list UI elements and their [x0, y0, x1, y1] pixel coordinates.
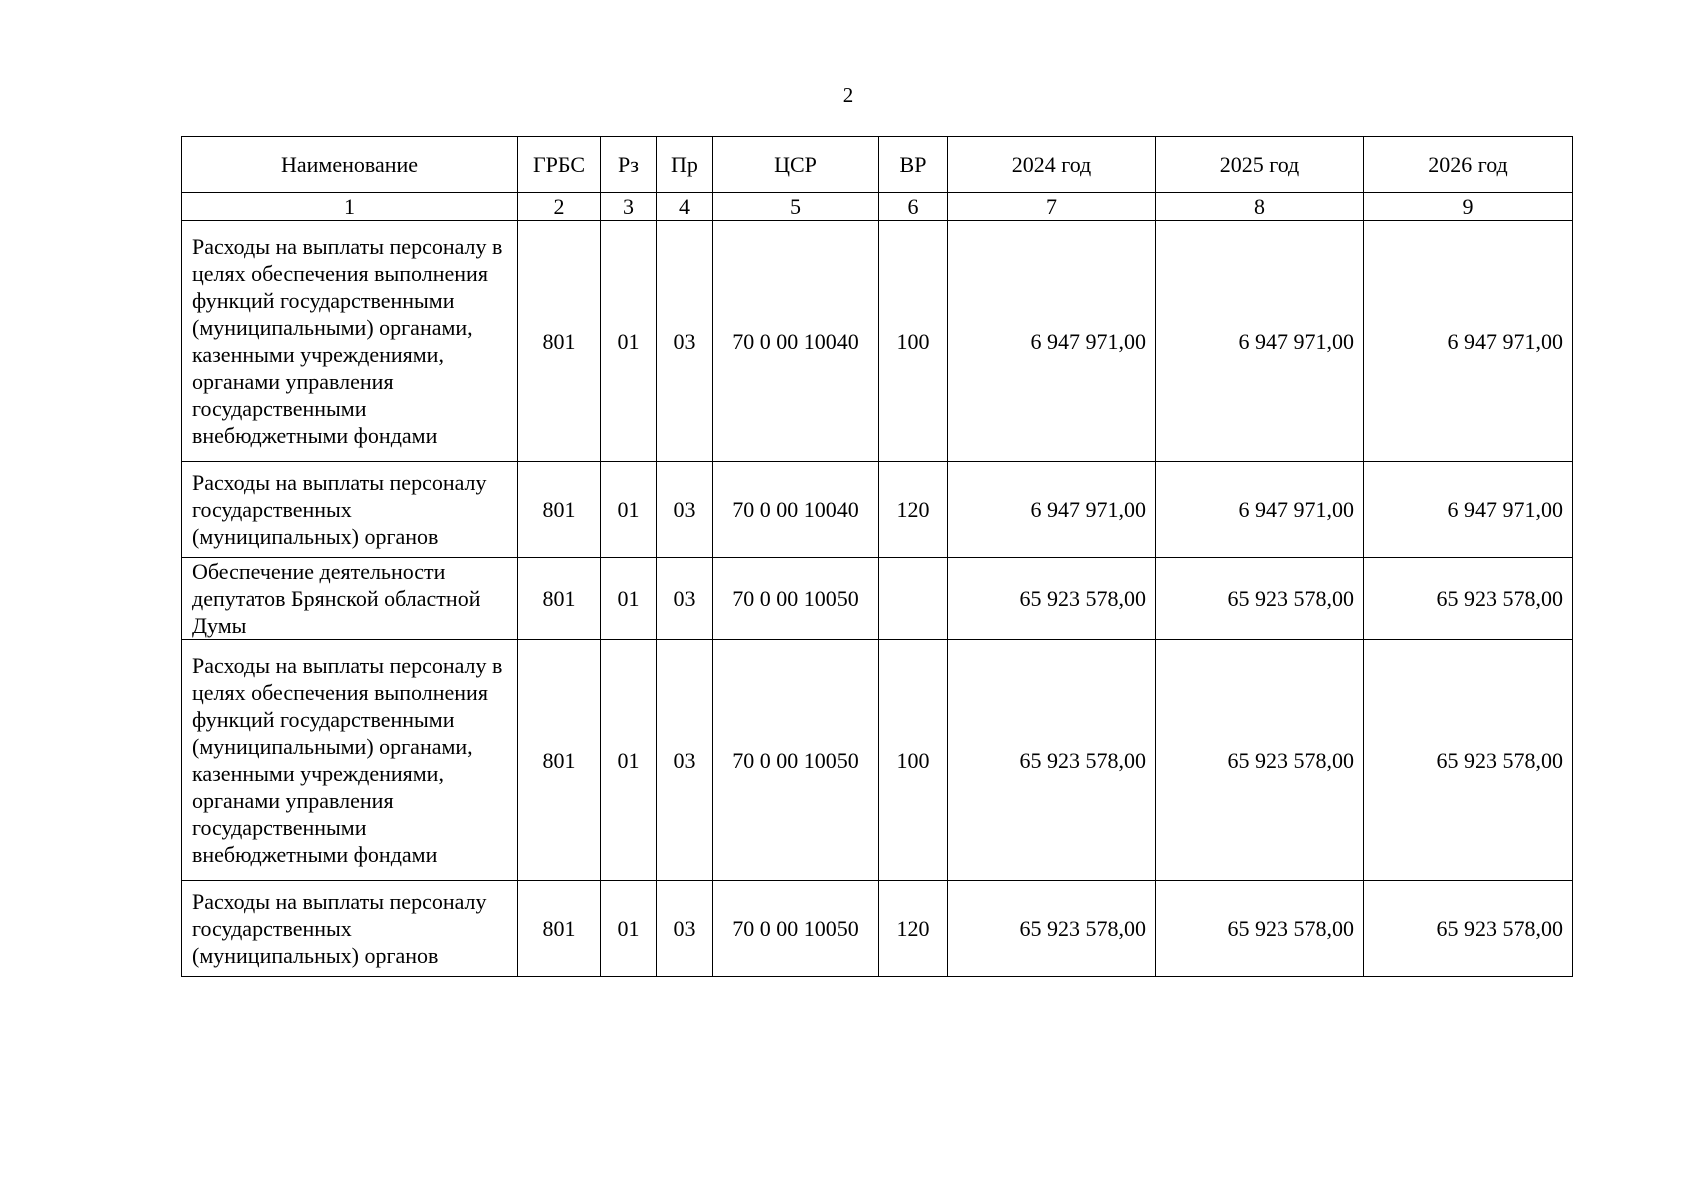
header-csr: ЦСР: [713, 137, 879, 193]
row-name: Расходы на выплаты персоналу в целях обеспечения выполнения функций государственными (муниципальными) органами, казенными учреждениями, органами управления государственными внебюджетными фондами: [182, 640, 518, 881]
table-row: [182, 221, 1573, 462]
row-csr: 70 0 00 10040: [713, 221, 879, 462]
row-amount-2026: 6 947 971,00: [1364, 462, 1573, 558]
row-pr: 03: [657, 558, 713, 640]
row-pr: 03: [657, 640, 713, 881]
row-name: Расходы на выплаты персоналу в целях обеспечения выполнения функций государственными (муниципальными) органами, казенными учреждениями, органами управления государственными внебюджетными фондами: [182, 221, 518, 462]
header-pr: Пр: [657, 137, 713, 193]
table-header: [182, 137, 1573, 221]
row-amount-2025: 65 923 578,00: [1156, 558, 1364, 640]
row-amount-2024: 6 947 971,00: [948, 221, 1156, 462]
row-pr: 03: [657, 462, 713, 558]
row-vr: 100: [879, 640, 948, 881]
row-grbs: 801: [518, 881, 601, 977]
row-grbs: 801: [518, 221, 601, 462]
column-number: 8: [1156, 193, 1364, 221]
row-amount-2025: 6 947 971,00: [1156, 462, 1364, 558]
table-row: [182, 640, 1573, 881]
row-name: Обеспечение деятельности депутатов Брянской областной Думы: [182, 558, 518, 640]
row-grbs: 801: [518, 640, 601, 881]
header-vr: ВР: [879, 137, 948, 193]
header-2026: 2026 год: [1364, 137, 1573, 193]
row-vr: 100: [879, 221, 948, 462]
row-name: Расходы на выплаты персоналу государственных (муниципальных) органов: [182, 881, 518, 977]
row-grbs: 801: [518, 462, 601, 558]
table-row: [182, 558, 1573, 640]
row-rz: 01: [601, 640, 657, 881]
budget-table: [181, 136, 1573, 977]
table-row: [182, 881, 1573, 977]
row-amount-2024: 65 923 578,00: [948, 640, 1156, 881]
row-amount-2024: 65 923 578,00: [948, 881, 1156, 977]
row-grbs: 801: [518, 558, 601, 640]
column-number-row: [182, 193, 1573, 221]
row-pr: 03: [657, 881, 713, 977]
row-vr: 120: [879, 881, 948, 977]
header-2025: 2025 год: [1156, 137, 1364, 193]
row-amount-2026: 65 923 578,00: [1364, 881, 1573, 977]
table-body: [182, 221, 1573, 977]
row-csr: 70 0 00 10050: [713, 558, 879, 640]
column-number: 3: [601, 193, 657, 221]
row-amount-2026: 65 923 578,00: [1364, 640, 1573, 881]
row-amount-2024: 65 923 578,00: [948, 558, 1156, 640]
row-amount-2025: 65 923 578,00: [1156, 881, 1364, 977]
row-amount-2025: 6 947 971,00: [1156, 221, 1364, 462]
header-name: Наименование: [182, 137, 518, 193]
column-number: 5: [713, 193, 879, 221]
row-pr: 03: [657, 221, 713, 462]
row-amount-2024: 6 947 971,00: [948, 462, 1156, 558]
row-rz: 01: [601, 462, 657, 558]
row-vr: 120: [879, 462, 948, 558]
row-rz: 01: [601, 558, 657, 640]
column-number: 9: [1364, 193, 1573, 221]
column-number: 6: [879, 193, 948, 221]
row-name: Расходы на выплаты персоналу государственных (муниципальных) органов: [182, 462, 518, 558]
column-number: 2: [518, 193, 601, 221]
row-csr: 70 0 00 10050: [713, 640, 879, 881]
row-csr: 70 0 00 10040: [713, 462, 879, 558]
column-number: 7: [948, 193, 1156, 221]
column-number: 1: [182, 193, 518, 221]
column-number: 4: [657, 193, 713, 221]
header-grbs: ГРБС: [518, 137, 601, 193]
header-2024: 2024 год: [948, 137, 1156, 193]
row-rz: 01: [601, 221, 657, 462]
row-amount-2025: 65 923 578,00: [1156, 640, 1364, 881]
header-rz: Рз: [601, 137, 657, 193]
row-rz: 01: [601, 881, 657, 977]
row-vr: [879, 558, 948, 640]
row-amount-2026: 6 947 971,00: [1364, 221, 1573, 462]
page-number: 2: [842, 83, 854, 107]
header-row: [182, 137, 1573, 193]
row-amount-2026: 65 923 578,00: [1364, 558, 1573, 640]
table-row: [182, 462, 1573, 558]
row-csr: 70 0 00 10050: [713, 881, 879, 977]
